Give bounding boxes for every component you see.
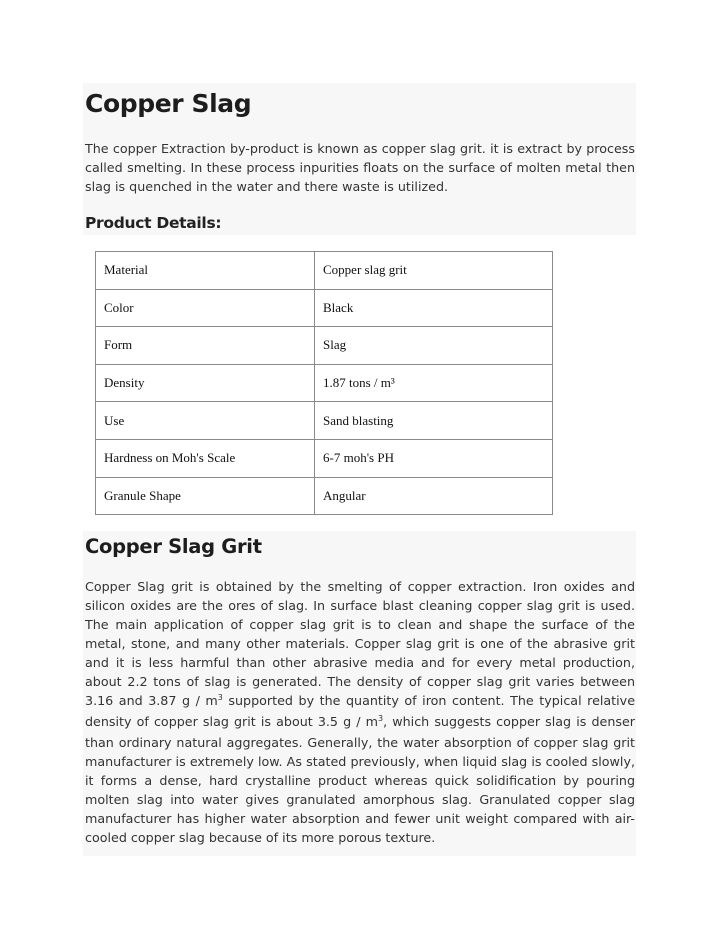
detail-key: Granule Shape	[96, 477, 315, 515]
product-details-table	[95, 251, 553, 515]
paragraph-text: supported by the quantity of iron content. The typical relative density of copper slag grit is about 3.5 g / m	[85, 693, 635, 729]
detail-key: Use	[96, 402, 315, 440]
detail-key: Material	[96, 252, 315, 290]
table-row	[96, 289, 553, 327]
page-title: Copper Slag	[85, 89, 252, 118]
detail-value: Sand blasting	[315, 402, 553, 440]
table-row	[96, 477, 553, 515]
detail-key: Hardness on Moh's Scale	[96, 439, 315, 477]
product-details-heading: Product Details:	[85, 214, 222, 232]
table-row	[96, 439, 553, 477]
superscript: 3	[378, 714, 384, 723]
paragraph-text: Copper Slag grit is obtained by the smelting of copper extraction. Iron oxides and silicon oxides are the ores of slag. In surface blast cleaning copper slag grit is used. The main application of copper slag grit is to clean and shape the surface of the metal, stone, and many other materials. Copper slag grit is one of the abrasive grit and it is less harmful than other abrasive media and for every metal production, about 2.2 tons of slag is generated. The density of copper slag grit varies between 3.16 and 3.87 g / m	[85, 579, 635, 708]
detail-value: Copper slag grit	[315, 252, 553, 290]
detail-value: Black	[315, 289, 553, 327]
table-row	[96, 327, 553, 365]
copper-slag-grit-heading: Copper Slag Grit	[85, 535, 262, 558]
table-row	[96, 252, 553, 290]
copper-slag-grit-paragraph	[85, 577, 635, 847]
detail-value: 1.87 tons / m³	[315, 364, 553, 402]
table-row	[96, 364, 553, 402]
detail-value: Slag	[315, 327, 553, 365]
detail-key: Density	[96, 364, 315, 402]
detail-key: Color	[96, 289, 315, 327]
paragraph-text: , which suggests copper slag is denser than ordinary natural aggregates. Generally, the water absorption of copper slag grit manufacturer is extremely low. As stated previously, when liquid slag is cooled slowly, it forms a dense, hard crystalline product whereas quick solidification by pouring molten slag into water gives granulated amorphous slag. Granulated copper slag manufacturer has higher water absorption and fewer unit weight compared with air-cooled copper slag because of its more porous texture.	[85, 714, 635, 845]
detail-key: Form	[96, 327, 315, 365]
detail-value: 6-7 moh's PH	[315, 439, 553, 477]
superscript: 3	[217, 693, 223, 702]
table-row	[96, 402, 553, 440]
intro-paragraph: The copper Extraction by-product is known as copper slag grit. it is extract by process called smelting. In these process inpurities floats on the surface of molten metal then slag is quenched in the water and there waste is utilized.	[85, 141, 635, 194]
detail-value: Angular	[315, 477, 553, 515]
